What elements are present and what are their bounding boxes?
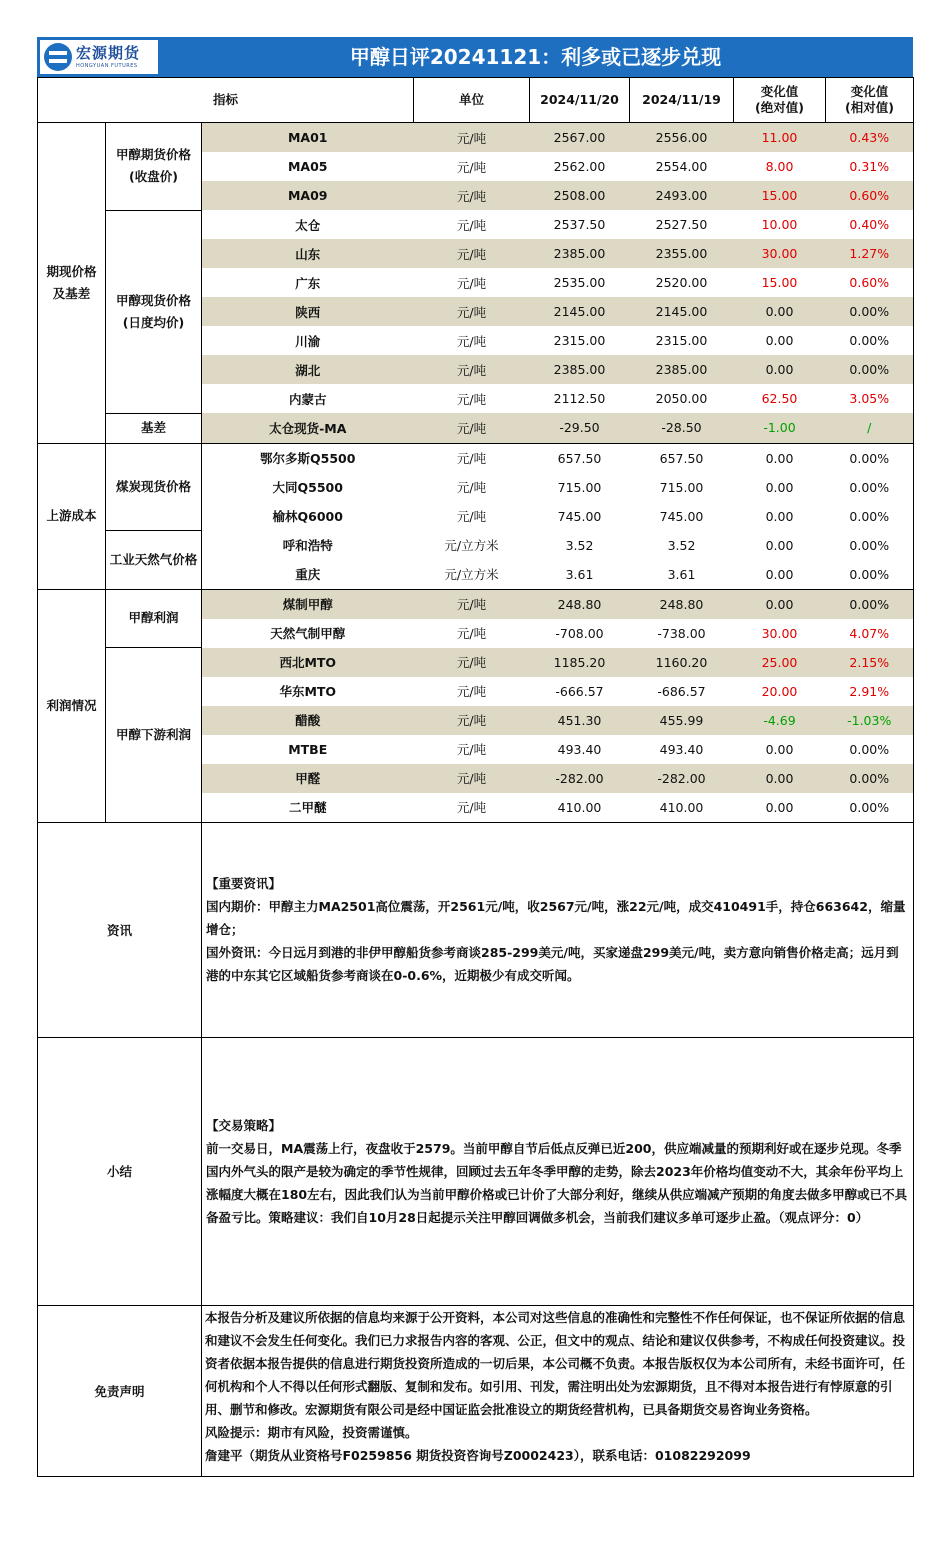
- change-abs: 0.00: [765, 741, 794, 757]
- value-date1: 2385.00: [530, 239, 630, 268]
- indicator-name: 内蒙古: [202, 384, 414, 413]
- group-label: 甲醇利润: [106, 589, 202, 648]
- change-abs: 10.00: [761, 217, 798, 232]
- change-rel: 0.00%: [826, 735, 914, 764]
- value-date2: 2050.00: [655, 391, 708, 406]
- value-date2: 248.80: [630, 589, 734, 619]
- indicator-table: [37, 77, 914, 823]
- table-row: [38, 589, 914, 619]
- indicator-name: 山东: [202, 239, 414, 268]
- value-date2: 455.99: [630, 706, 734, 735]
- change-rel: 0.40%: [826, 210, 914, 239]
- change-rel: 3.05%: [826, 384, 914, 413]
- group-label: 基差: [106, 413, 202, 443]
- indicator-name: 榆林Q6000: [202, 502, 414, 531]
- change-abs: -4.69: [734, 706, 826, 735]
- change-rel: 2.91%: [826, 677, 914, 706]
- table-row: [38, 531, 914, 560]
- change-rel: 0.43%: [826, 123, 914, 153]
- unit-cell: 元/吨: [414, 355, 530, 384]
- indicator-name: 广东: [202, 268, 414, 297]
- value-date1: 410.00: [530, 793, 630, 823]
- change-abs: 0.00: [734, 297, 826, 326]
- value-date1: 2537.50: [553, 217, 606, 232]
- disclaimer-row: [38, 1305, 914, 1476]
- indicator-name: 湖北: [202, 355, 414, 384]
- news-heading: 【重要资讯】: [206, 876, 282, 891]
- change-abs: 0.00: [734, 764, 826, 793]
- change-rel: 0.00%: [826, 793, 914, 823]
- value-date2: 2520.00: [655, 275, 708, 290]
- change-rel: 0.00%: [826, 531, 914, 560]
- value-date2: -28.50: [630, 413, 734, 443]
- unit-cell: 元/吨: [456, 509, 487, 524]
- value-date2: 2556.00: [630, 123, 734, 153]
- value-date2: 2355.00: [630, 239, 734, 268]
- change-abs: 0.00: [734, 355, 826, 384]
- change-rel: 0.00%: [826, 473, 914, 502]
- change-rel: 0.00%: [826, 764, 914, 793]
- change-abs: 30.00: [734, 239, 826, 268]
- indicator-name: MA09: [202, 181, 414, 210]
- table-row: [38, 443, 914, 473]
- col-date1: 2024/11/20: [530, 78, 630, 123]
- value-date2: 2315.00: [655, 333, 708, 348]
- section-label: 上游成本: [38, 443, 106, 589]
- value-date1: 657.50: [557, 450, 602, 466]
- section-label: 利润情况: [38, 589, 106, 822]
- value-date1: -29.50: [530, 413, 630, 443]
- unit-cell: 元/吨: [414, 589, 530, 619]
- change-rel: 1.27%: [826, 239, 914, 268]
- change-abs: -1.00: [734, 413, 826, 443]
- table-row: [38, 413, 914, 443]
- logo-chinese-name: 宏源期货: [76, 43, 141, 62]
- value-date2: 1160.20: [630, 648, 734, 677]
- indicator-name: 二甲醚: [202, 793, 414, 823]
- change-rel: 0.00%: [826, 560, 914, 590]
- summary-body: 前一交易日，MA震荡上行，夜盘收于2579。当前甲醇自节后低点反弹已近200，供应端减量的预期利好或在逐步兑现。冬季国内外气头的限产是较为确定的季节性规律，回顾过去五年冬季甲醇的走势，除去2023年价格均值变动不大，其余年份平均上涨幅度大概在180左右，因此我们认为当前甲醇价格或已计价了大部分利好，继续从供应端减产预期的角度去做多甲醇或已不具备盈亏比。策略建议：我们自10月28日起提示关注甲醇回调做多机会，当前我们建议多单可逐步止盈。（观点评分：0）: [206, 1140, 908, 1225]
- change-abs: 30.00: [761, 625, 798, 641]
- value-date2: -686.57: [657, 683, 706, 699]
- value-date1: 2145.00: [530, 297, 630, 326]
- summary-row: [38, 1037, 914, 1305]
- report-sheet: [37, 37, 913, 1477]
- report-title: 甲醇日评20241121：利多或已逐步兑现: [349, 45, 722, 69]
- value-date1: -282.00: [530, 764, 630, 793]
- change-abs: 0.00: [734, 589, 826, 619]
- unit-cell: 元/吨: [414, 181, 530, 210]
- change-rel: 0.00%: [826, 589, 914, 619]
- change-abs: 0.00: [765, 537, 794, 553]
- table-row: [38, 648, 914, 677]
- change-abs: 25.00: [734, 648, 826, 677]
- value-date1: 2562.00: [553, 159, 606, 174]
- news-content: [202, 822, 914, 1037]
- news-foreign: 国外资讯：今日远月到港的非伊甲醇船货参考商谈285-299美元/吨，买家递盘299美元/吨，卖方意向销售价格走高；远月到港的中东其它区域船货参考商谈在0-0.6%，近期极少有成交听闻。: [206, 945, 899, 983]
- change-rel: 0.00%: [826, 355, 914, 384]
- unit-cell: 元/吨: [456, 742, 487, 757]
- analyst-info: 詹建平（期货从业资格号F0259856 期货投资咨询号Z0002423），联系电话：01082292099: [205, 1447, 751, 1463]
- value-date2: 2385.00: [630, 355, 734, 384]
- value-date2: 2493.00: [630, 181, 734, 210]
- unit-cell: 元/立方米: [414, 560, 530, 590]
- unit-cell: 元/吨: [456, 391, 487, 407]
- value-date1: 248.80: [530, 589, 630, 619]
- title-bar: [37, 37, 913, 77]
- change-abs: 8.00: [765, 159, 794, 174]
- value-date1: -666.57: [555, 683, 604, 699]
- change-abs: 0.00: [734, 560, 826, 590]
- value-date1: 1185.20: [530, 648, 630, 677]
- value-date2: 657.50: [659, 450, 704, 466]
- group-label: 煤炭现货价格: [106, 443, 202, 531]
- unit-cell: 元/吨: [414, 123, 530, 153]
- change-rel: 4.07%: [826, 619, 914, 648]
- col-date2: 2024/11/19: [630, 78, 734, 123]
- group-label: 甲醇期货价格 (收盘价): [106, 123, 202, 211]
- indicator-name: 甲醛: [202, 764, 414, 793]
- value-date2: 3.61: [630, 560, 734, 590]
- unit-cell: 元/吨: [456, 451, 487, 466]
- value-date2: 2145.00: [630, 297, 734, 326]
- value-date1: 745.00: [557, 508, 602, 524]
- unit-cell: 元/吨: [456, 217, 487, 233]
- indicator-name: MA01: [202, 123, 414, 153]
- value-date1: 2535.00: [553, 275, 606, 290]
- risk-warning: 风险提示：期市有风险，投资需谨慎。: [205, 1424, 418, 1440]
- disclaimer-body: 本报告分析及建议所依据的信息均来源于公开资料，本公司对这些信息的准确性和完整性不作任何保证，也不保证所依据的信息和建议不会发生任何变化。我们已力求报告内容的客观、公正，但文中的观点、结论和建议仅供参考，不构成任何投资建议。投资者依据本报告提供的信息进行期货投资所造成的一切后果，本公司概不负责。本报告版权仅为本公司所有，未经书面许可，任何机构和个人不得以任何形式翻版、复制和发布。如引用、刊发，需注明出处为宏源期货，且不得对本报告进行有悖原意的引用、删节和修改。宏源期货有限公司是经中国证监会批准设立的期货经营机构，已具备期货交易咨询业务资格。: [205, 1309, 906, 1417]
- unit-cell: 元/吨: [414, 793, 530, 823]
- change-abs: 0.00: [765, 479, 794, 495]
- unit-cell: 元/吨: [456, 159, 487, 175]
- indicator-name: 醋酸: [202, 706, 414, 735]
- group-label: 工业天然气价格: [106, 531, 202, 590]
- value-date2: 2554.00: [655, 159, 708, 174]
- value-date1: 2567.00: [530, 123, 630, 153]
- value-date1: 451.30: [530, 706, 630, 735]
- value-date1: 3.61: [530, 560, 630, 590]
- unit-cell: 元/吨: [414, 706, 530, 735]
- unit-cell: 元/吨: [414, 648, 530, 677]
- indicator-name: 太仓现货-MA: [202, 413, 414, 443]
- disclaimer-label: 免责声明: [38, 1305, 202, 1476]
- indicator-name: 陕西: [202, 297, 414, 326]
- col-unit: 单位: [414, 78, 530, 123]
- indicator-name: 重庆: [202, 560, 414, 590]
- change-abs: 15.00: [734, 181, 826, 210]
- news-label: 资讯: [38, 822, 202, 1037]
- value-date2: 3.52: [667, 537, 696, 553]
- indicator-name: 川渝: [202, 326, 414, 355]
- change-abs: 0.00: [734, 793, 826, 823]
- table-row: [38, 210, 914, 239]
- col-change-rel: 变化值 (相对值): [826, 78, 914, 123]
- value-date2: -738.00: [657, 625, 706, 641]
- col-change-abs: 变化值 (绝对值): [734, 78, 826, 123]
- unit-cell: 元/立方米: [444, 538, 499, 553]
- change-rel: 0.00%: [826, 443, 914, 473]
- change-rel: 0.00%: [826, 502, 914, 531]
- col-indicator: 指标: [38, 78, 414, 123]
- indicator-name: MA05: [202, 152, 414, 181]
- summary-content: [202, 1037, 914, 1305]
- logo-english-name: HONGYUAN FUTURES: [76, 62, 138, 69]
- table-header-row: [38, 78, 914, 123]
- change-rel: 0.00%: [826, 297, 914, 326]
- indicator-name: MTBE: [202, 735, 414, 764]
- change-rel: 2.15%: [826, 648, 914, 677]
- unit-cell: 元/吨: [456, 684, 487, 699]
- indicator-name: 太仓: [202, 210, 414, 239]
- group-label: 甲醇现货价格 (日度均价): [106, 210, 202, 413]
- change-abs: 15.00: [761, 275, 798, 290]
- value-date1: 493.40: [557, 741, 602, 757]
- value-date1: 715.00: [557, 479, 602, 495]
- indicator-name: 鄂尔多斯Q5500: [202, 443, 414, 473]
- indicator-name: 华东MTO: [202, 677, 414, 706]
- change-abs: 20.00: [761, 683, 798, 699]
- unit-cell: 元/吨: [414, 297, 530, 326]
- unit-cell: 元/吨: [414, 413, 530, 443]
- section-label: 期现价格 及基差: [38, 123, 106, 444]
- change-rel: 0.31%: [826, 152, 914, 181]
- value-date1: 2112.50: [553, 391, 606, 406]
- news-row: [38, 822, 914, 1037]
- group-label: 甲醇下游利润: [106, 648, 202, 823]
- value-date2: 410.00: [630, 793, 734, 823]
- unit-cell: 元/吨: [456, 480, 487, 495]
- unit-cell: 元/吨: [414, 239, 530, 268]
- summary-label: 小结: [38, 1037, 202, 1305]
- summary-heading: 【交易策略】: [206, 1117, 282, 1133]
- unit-cell: 元/吨: [456, 333, 487, 349]
- company-logo: [40, 40, 158, 74]
- value-date2: 2527.50: [655, 217, 708, 232]
- value-date2: 493.40: [659, 741, 704, 757]
- indicator-name: 煤制甲醇: [202, 589, 414, 619]
- value-date2: 715.00: [659, 479, 704, 495]
- unit-cell: 元/吨: [414, 764, 530, 793]
- change-abs: 0.00: [765, 450, 794, 466]
- unit-cell: 元/吨: [456, 275, 487, 291]
- commentary-table: [37, 822, 914, 1477]
- unit-cell: 元/吨: [456, 626, 487, 641]
- value-date1: 2508.00: [530, 181, 630, 210]
- value-date1: 2315.00: [553, 333, 606, 348]
- indicator-name: 大同Q5500: [202, 473, 414, 502]
- change-rel: 0.00%: [826, 326, 914, 355]
- change-rel: 0.60%: [826, 181, 914, 210]
- change-abs: 11.00: [734, 123, 826, 153]
- change-abs: 62.50: [761, 391, 798, 406]
- value-date1: 3.52: [565, 537, 594, 553]
- change-rel: /: [826, 413, 914, 443]
- value-date1: -708.00: [555, 625, 604, 641]
- value-date1: 2385.00: [530, 355, 630, 384]
- change-abs: 0.00: [765, 333, 794, 348]
- change-rel: 0.60%: [826, 268, 914, 297]
- value-date2: -282.00: [630, 764, 734, 793]
- table-row: [38, 123, 914, 153]
- value-date2: 745.00: [659, 508, 704, 524]
- news-domestic: 国内期价：甲醇主力MA2501高位震荡，开2561元/吨，收2567元/吨，涨22元/吨，成交410491手，持仓663642，缩量增仓；: [206, 899, 906, 937]
- change-rel: -1.03%: [826, 706, 914, 735]
- indicator-name: 西北MTO: [202, 648, 414, 677]
- disclaimer-content: [202, 1305, 914, 1476]
- change-abs: 0.00: [765, 508, 794, 524]
- indicator-name: 天然气制甲醇: [202, 619, 414, 648]
- indicator-name: 呼和浩特: [202, 531, 414, 560]
- logo-mark-icon: [44, 43, 72, 71]
